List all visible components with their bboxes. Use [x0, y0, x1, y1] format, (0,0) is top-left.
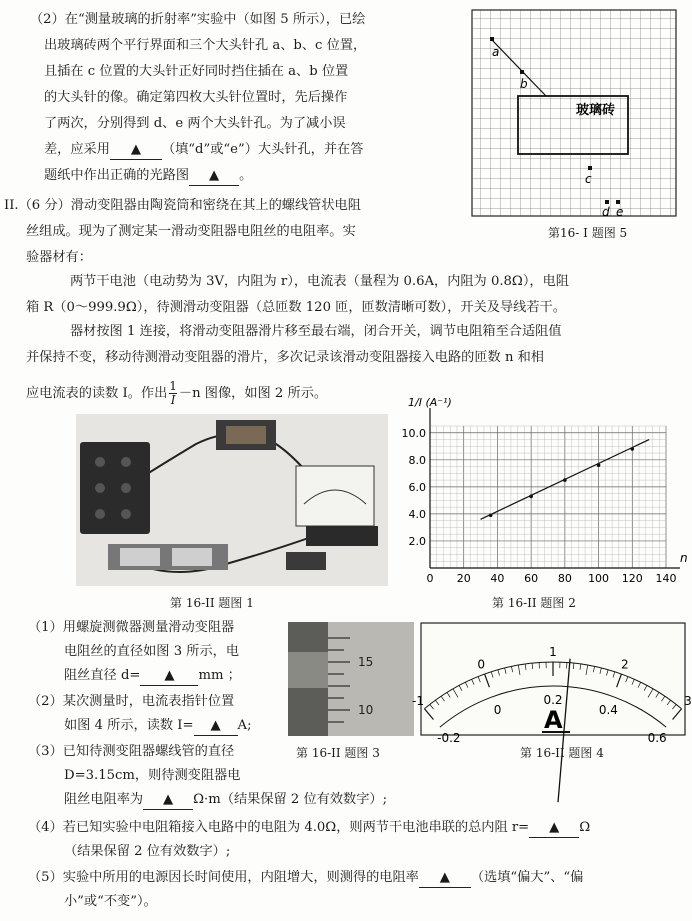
answer-blank: ▲ [419, 868, 471, 888]
fraction: $\frac{1}{I}$ [169, 379, 177, 407]
resistance-box [80, 442, 150, 534]
inner-scale-label: -0.2 [437, 730, 461, 745]
sub3-line: D=3.15cm，则待测变阻器电 [64, 768, 241, 783]
q2-line: （2）在“测量玻璃的折射率”实验中（如图 5 所示），已绘 [30, 12, 366, 27]
pin-c-label: c [585, 172, 592, 186]
outer-scale-label: 2 [621, 657, 629, 672]
para-line: 应电流表的读数 I。作出 $\frac{1}{I}$ －n 图像，如图 2 所示。 [26, 379, 328, 407]
q2-line: 且插在 c 位置的大头针正好同时挡住插在 a、b 位置 [44, 64, 349, 79]
switch [286, 552, 326, 570]
ii-line: II.（6 分）滑动变阻器由陶瓷筒和密绕在其上的螺线管状电阻 [4, 198, 361, 213]
outer-scale-label: 1 [549, 645, 557, 659]
answer-blank: ▲ [529, 818, 579, 838]
pin-e [616, 200, 620, 204]
x-tick-label: 60 [524, 572, 539, 585]
grid-area [472, 10, 676, 216]
answer-blank: ▲ [140, 666, 198, 686]
micrometer-mark: 10 [358, 703, 374, 717]
x-axis-label: n [680, 551, 688, 565]
ii-line: 丝组成。现为了测定某一滑动变阻器电阻丝的电阻率。实 [26, 224, 356, 239]
answer-blank: ▲ [110, 140, 162, 160]
pin-e-label: e [616, 205, 624, 219]
sub5-line: 小”或“不变”）。 [64, 894, 157, 909]
x-tick-label: 0 [426, 572, 434, 585]
inner-scale-label: 0.2 [543, 693, 563, 707]
x-tick-label: 40 [490, 572, 505, 585]
data-point [563, 478, 567, 482]
x-tick-label: 80 [557, 572, 572, 585]
figure-4-caption: 第 16-II 题图 4 [520, 746, 604, 760]
figure-5-grid [470, 8, 680, 220]
y-tick-label: 6.0 [408, 480, 426, 494]
para-line: 两节干电池（电动势为 3V，内阻为 r），电流表（量程为 0.6A，内阻为 0.8Ω），电阻 [70, 274, 569, 289]
pin-b [520, 70, 524, 74]
ii-line: 验器材有： [26, 250, 92, 265]
pin-d-label: d [602, 205, 610, 219]
figure-3-caption: 第 16-II 题图 3 [296, 746, 380, 760]
outer-scale-label: 3 [684, 694, 692, 709]
y-axis-label: 1/I (A⁻¹) [408, 396, 452, 409]
x-tick-label: 20 [456, 572, 471, 585]
y-tick-label: 10.0 [401, 426, 426, 440]
q2-line: 题纸中作出正确的光路图 ▲ 。 [44, 166, 252, 186]
sub2-line: 如图 4 所示，读数 I= ▲ A; [64, 716, 252, 736]
ammeter-symbol: A [544, 706, 563, 734]
ammeter [296, 466, 374, 526]
sub5-line: （5）实验中所用的电源因长时间使用，内阻增大，则测得的电阻率 ▲ （选填“偏大”、“偏 [28, 868, 583, 888]
answer-blank: ▲ [143, 790, 193, 810]
answer-blank: ▲ [194, 716, 238, 736]
x-tick-label: 100 [588, 572, 610, 585]
figure-2-caption: 第 16-II 题图 2 [492, 596, 576, 610]
answer-blank: ▲ [189, 166, 239, 186]
data-point [529, 495, 533, 499]
figure-1-caption: 第 16-II 题图 1 [170, 596, 254, 610]
sub4-line: （结果保留 2 位有效数字）; [64, 844, 231, 859]
q2-line: 差，应采用 ▲ （填“d”或“e”）大头针孔，并在答 [44, 140, 363, 160]
q2-line: 出玻璃砖两个平行界面和三个大头针孔 a、b、c 位置， [44, 38, 367, 53]
data-point [597, 463, 601, 467]
figure-5-caption: 第16- I 题图 5 [548, 226, 628, 240]
pin-b-label: b [520, 77, 528, 91]
x-tick-label: 120 [621, 572, 643, 585]
para-line: 器材按图 1 连接，将滑动变阻器滑片移至最右端，闭合开关，调节电阻箱至合适阻值 [70, 324, 562, 339]
para-line: 箱 R（0～999.9Ω），待测滑动变阻器（总匝数 120 匝，匝数清晰可数），开关及导线若干。 [26, 300, 566, 315]
figure-1-photo [76, 414, 388, 586]
figure-2-chart [394, 390, 688, 596]
pin-c [588, 166, 592, 170]
outer-scale-label: -1 [412, 694, 424, 709]
sub1-line: 阻丝直径 d= ▲ mm ； [64, 666, 241, 686]
sub1-line: （1）用螺旋测微器测量滑动变阻器 [28, 620, 235, 635]
sub4-line: （4）若已知实验中电阻箱接入电路中的电阻为 4.0Ω，则两节干电池串联的总内阻 r= ▲ Ω [28, 818, 590, 838]
pin-a [490, 37, 494, 41]
data-point [489, 513, 493, 517]
outer-scale-label: 0 [477, 657, 485, 672]
pin-a-label: a [492, 45, 500, 59]
inner-scale-label: 0 [493, 702, 502, 717]
figure-3-micrometer [288, 622, 414, 736]
y-tick-label: 4.0 [408, 507, 426, 521]
sub3-line: 阻丝电阻率为 ▲ Ω·m（结果保留 2 位有效数字）; [64, 790, 387, 810]
micrometer-mark: 15 [358, 655, 374, 669]
y-tick-label: 8.0 [408, 453, 426, 467]
figure-4-ammeter-dial [412, 622, 692, 745]
q2-line: 了两次，分别得到 d、e 两个大头针孔。为了减小误 [44, 116, 346, 131]
x-tick-label: 140 [655, 572, 677, 585]
y-tick-label: 2.0 [408, 534, 426, 548]
glass-label: 玻璃砖 [576, 103, 616, 118]
inner-scale-label: 0.6 [647, 730, 667, 745]
pin-d [605, 200, 609, 204]
para-line: 并保持不变，移动待测滑动变阻器的滑片，多次记录该滑动变阻器接入电路的匝数 n 和相 [26, 350, 544, 365]
inner-scale-label: 0.4 [598, 702, 618, 717]
circuit-apparatus [76, 414, 388, 586]
sub2-line: （2）某次测量时，电流表指针位置 [28, 694, 235, 709]
sub3-line: （3）已知待测变阻器螺线管的直径 [28, 744, 235, 759]
data-point [630, 447, 634, 451]
sub1-line: 电阻丝的直径如图 3 所示，电 [64, 644, 240, 659]
q2-line: 的大头针的像。确定第四枚大头针位置时，先后操作 [44, 90, 348, 105]
